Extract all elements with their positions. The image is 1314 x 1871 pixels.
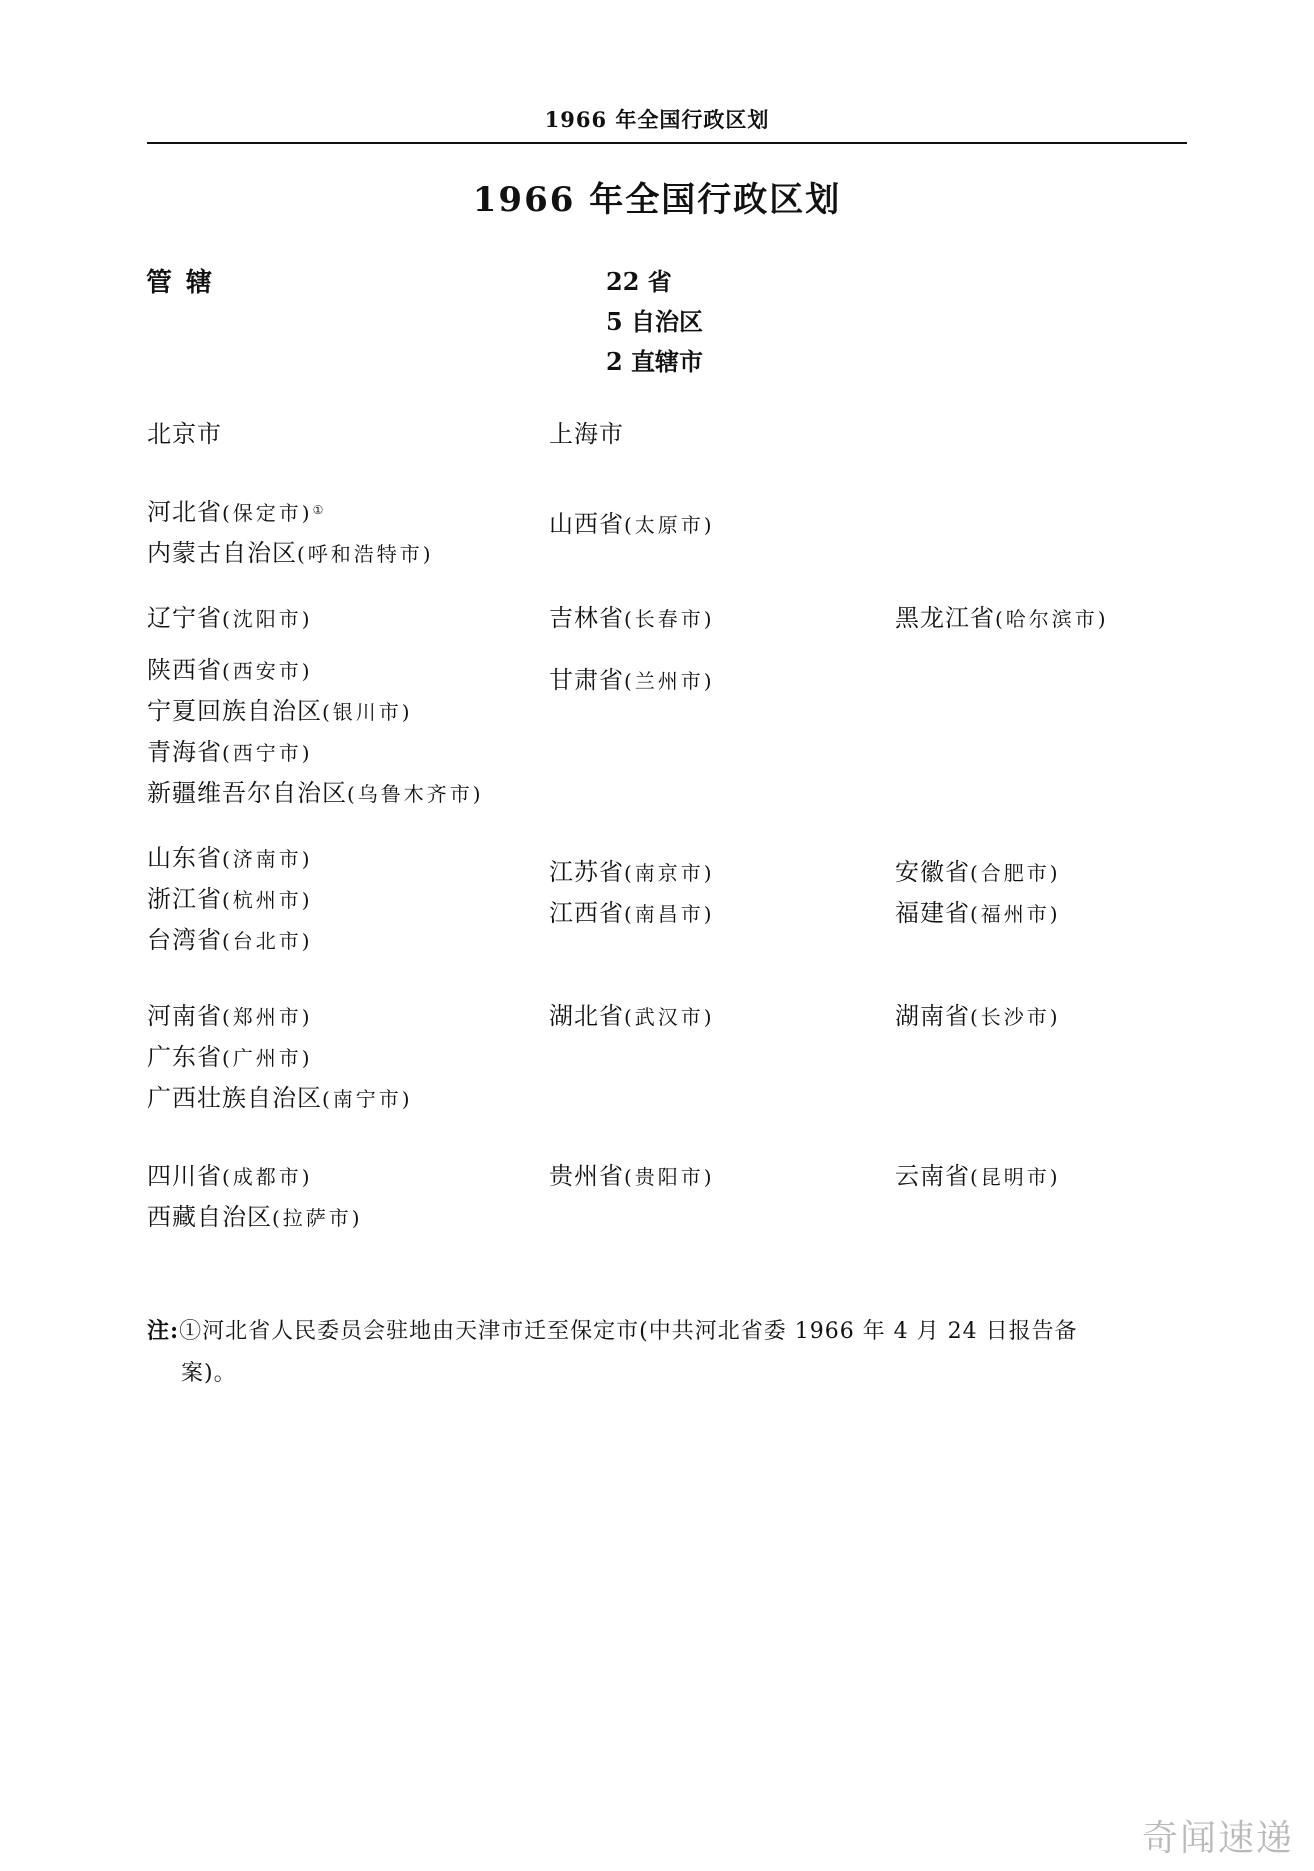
region-entry	[895, 852, 1061, 893]
capital-city: (郑州市)	[222, 1005, 313, 1029]
running-header: 1966 年全国行政区划	[544, 107, 770, 132]
region-name: 上海市	[549, 420, 624, 448]
region-entry	[895, 996, 1061, 1037]
region-name: 辽宁省	[147, 604, 222, 632]
region-entry	[147, 650, 484, 691]
footnote-line-2: 案)。	[181, 1361, 237, 1386]
region-entry	[147, 1037, 413, 1078]
region-entry	[147, 492, 434, 533]
region-entry	[147, 838, 313, 879]
region-name: 西藏自治区	[147, 1203, 272, 1231]
region-entry	[147, 1078, 413, 1119]
region-name: 江苏省	[549, 858, 624, 886]
summary-list	[606, 262, 703, 382]
region-name: 福建省	[895, 899, 970, 927]
capital-city: (长沙市)	[970, 1005, 1061, 1029]
capital-city: (武汉市)	[624, 1005, 715, 1029]
summary-item-autonomous-regions: 5 自治区	[606, 307, 704, 336]
region-name: 宁夏回族自治区	[147, 697, 322, 725]
region-entry	[147, 920, 313, 961]
region-entry	[895, 1156, 1061, 1197]
region-entry	[549, 893, 715, 934]
region-entry	[895, 893, 1061, 934]
region-name: 江西省	[549, 899, 624, 927]
region-name: 青海省	[147, 738, 222, 766]
page-title: 1966 年全国行政区划	[472, 180, 842, 220]
footnote-marker: ①	[312, 503, 325, 517]
capital-city: (西安市)	[222, 659, 313, 683]
capital-city: (太原市)	[624, 513, 715, 537]
region-name: 贵州省	[549, 1162, 624, 1190]
region-name: 甘肃省	[549, 666, 624, 694]
capital-city: (银川市)	[322, 700, 413, 724]
capital-city: (沈阳市)	[222, 607, 313, 631]
region-name: 黑龙江省	[895, 604, 995, 632]
capital-city: (长春市)	[624, 607, 715, 631]
capital-city: (南昌市)	[624, 902, 715, 926]
capital-city: (合肥市)	[970, 861, 1061, 885]
region-entry	[147, 773, 484, 814]
capital-city: (拉萨市)	[272, 1206, 363, 1230]
region-name: 湖南省	[895, 1002, 970, 1030]
region-entry	[549, 504, 715, 545]
region-name: 云南省	[895, 1162, 970, 1190]
region-name: 河南省	[147, 1002, 222, 1030]
region-name: 山西省	[549, 510, 624, 538]
region-name: 广东省	[147, 1043, 222, 1071]
region-name: 四川省	[147, 1162, 222, 1190]
region-entry	[147, 732, 484, 773]
region-entry	[549, 852, 715, 893]
capital-city: (乌鲁木齐市)	[347, 782, 484, 806]
summary-item-municipalities: 2 直辖市	[606, 347, 704, 376]
header-rule	[147, 142, 1187, 144]
region-name: 安徽省	[895, 858, 970, 886]
region-entry	[895, 598, 1109, 639]
capital-city: (台北市)	[222, 929, 313, 953]
summary-label: 管辖	[146, 268, 227, 298]
region-entry	[549, 1156, 715, 1197]
capital-city: (南京市)	[624, 861, 715, 885]
capital-city: (昆明市)	[970, 1165, 1061, 1189]
capital-city: (济南市)	[222, 847, 313, 871]
region-entry	[147, 1197, 363, 1238]
capital-city: (南宁市)	[322, 1087, 413, 1111]
region-name: 陕西省	[147, 656, 222, 684]
region-entry	[147, 879, 313, 920]
capital-city: (哈尔滨市)	[995, 607, 1109, 631]
region-entry	[147, 996, 413, 1037]
capital-city: (西宁市)	[222, 741, 313, 765]
capital-city: (兰州市)	[624, 669, 715, 693]
region-entry	[549, 660, 715, 701]
region-name: 湖北省	[549, 1002, 624, 1030]
region-name: 台湾省	[147, 926, 222, 954]
capital-city: (贵阳市)	[624, 1165, 715, 1189]
region-name: 浙江省	[147, 885, 222, 913]
region-entry	[147, 598, 313, 639]
capital-city: (成都市)	[222, 1165, 313, 1189]
region-entry	[147, 691, 484, 732]
capital-city: (广州市)	[222, 1046, 313, 1070]
capital-city: (呼和浩特市)	[297, 542, 434, 566]
summary-item-provinces: 22 省	[606, 267, 672, 296]
capital-city: (保定市)	[222, 501, 313, 525]
capital-city: (福州市)	[970, 902, 1061, 926]
region-name: 内蒙古自治区	[147, 539, 297, 567]
region-name: 吉林省	[549, 604, 624, 632]
region-name: 广西壮族自治区	[147, 1084, 322, 1112]
region-entry	[147, 533, 434, 574]
region-entry	[147, 1156, 363, 1197]
footnote-line-1: ①河北省人民委员会驻地由天津市迁至保定市(中共河北省委 1966 年 4 月 24 日报告备	[179, 1319, 1078, 1344]
region-name: 北京市	[147, 420, 222, 448]
region-name: 山东省	[147, 844, 222, 872]
region-entry	[549, 414, 624, 454]
region-entry	[549, 996, 715, 1037]
watermark: 奇闻速递	[1141, 1818, 1294, 1859]
region-name: 新疆维吾尔自治区	[147, 779, 347, 807]
region-entry	[549, 598, 715, 639]
region-entry	[147, 414, 222, 454]
footnote	[147, 1310, 1187, 1395]
capital-city: (杭州市)	[222, 888, 313, 912]
footnote-prefix: 注:	[147, 1318, 180, 1344]
region-name: 河北省	[147, 498, 222, 526]
